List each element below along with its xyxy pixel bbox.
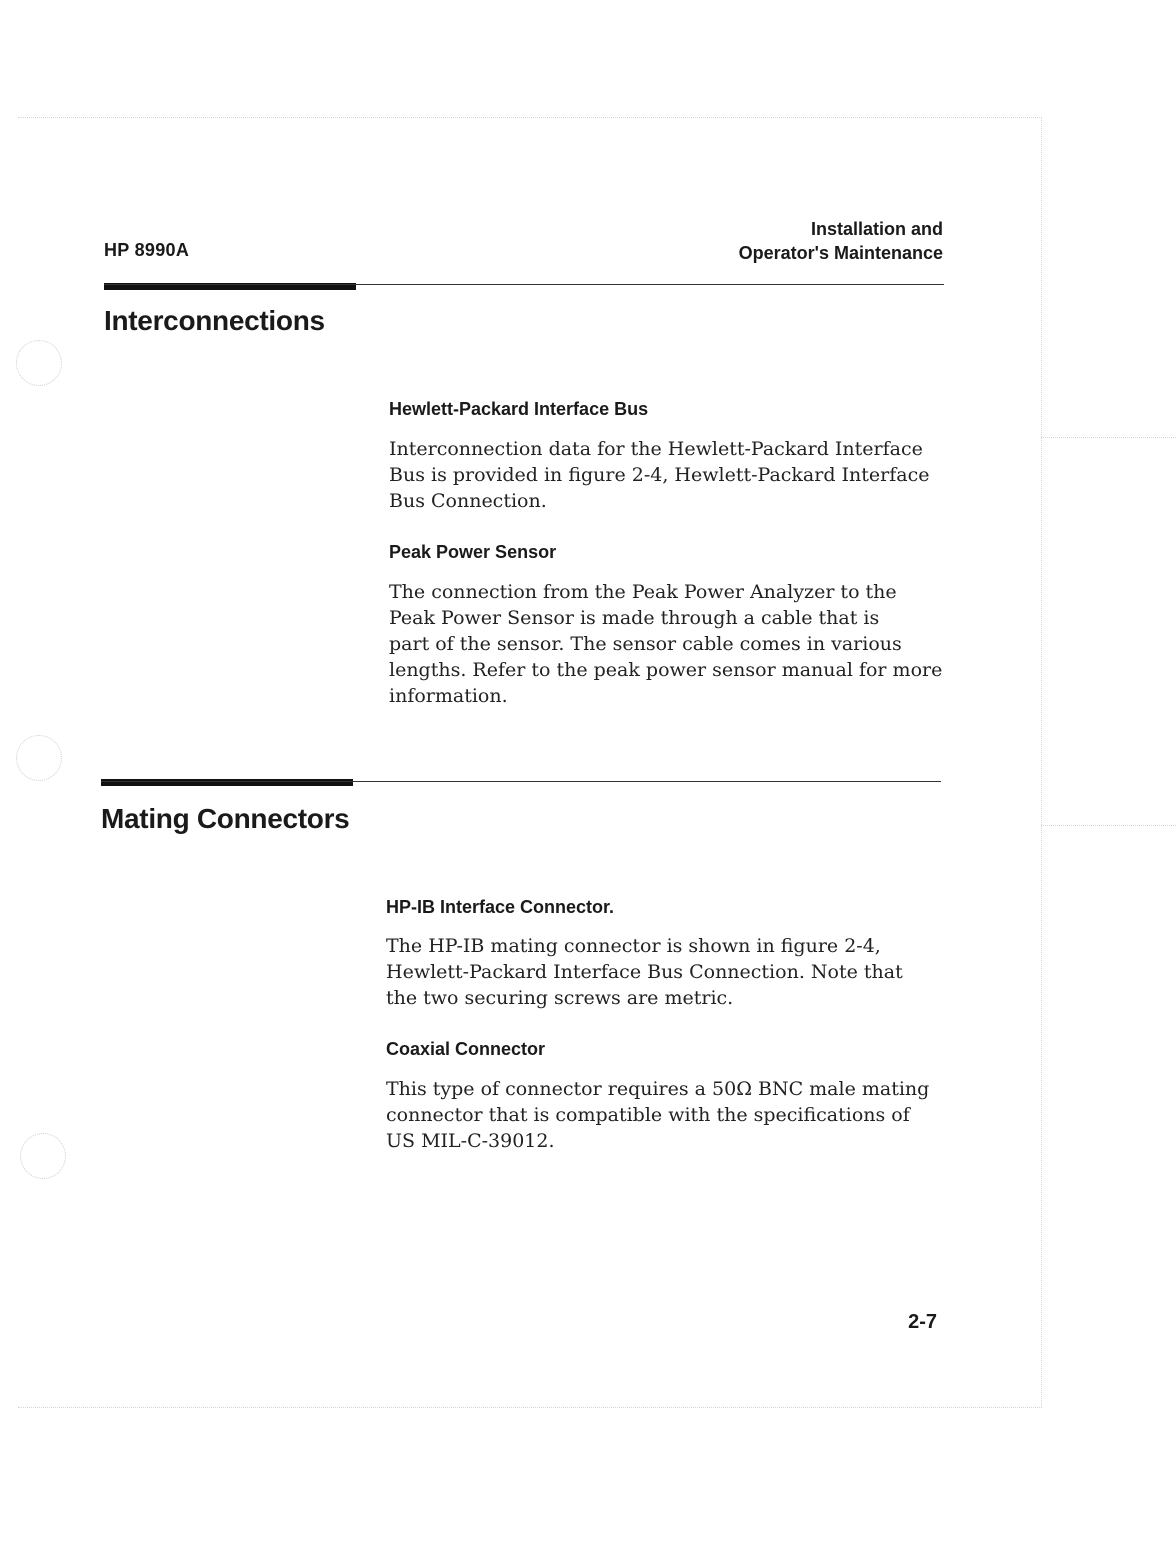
paragraph-line: The HP-IB mating connector is shown in figure 2-4, bbox=[386, 935, 881, 957]
scan-border-bottom bbox=[18, 1407, 1042, 1408]
binder-hole-icon bbox=[20, 1133, 66, 1179]
paragraph-line: Bus Connection. bbox=[389, 490, 547, 512]
paragraph-peak-power-sensor bbox=[389, 579, 942, 709]
binder-hole-icon bbox=[16, 340, 62, 386]
paragraph-hpib-bus bbox=[389, 436, 930, 514]
scan-border-top bbox=[18, 117, 1042, 118]
subsection-title-peak-power-sensor: Peak Power Sensor bbox=[389, 542, 557, 562]
paragraph-line: lengths. Refer to the peak power sensor manual for more bbox=[389, 659, 943, 681]
paragraph-line: Peak Power Sensor is made through a cable that is bbox=[389, 607, 880, 629]
paragraph-coaxial-connector bbox=[386, 1076, 929, 1154]
paragraph-line: the two securing screws are metric. bbox=[386, 987, 734, 1009]
subsection-title-hpib-connector: HP-IB Interface Connector. bbox=[386, 897, 615, 917]
header-chapter bbox=[739, 217, 943, 265]
scan-tab-line-2 bbox=[1041, 825, 1176, 826]
section-title-interconnections: Interconnections bbox=[104, 305, 325, 336]
subsection-title-hpib-bus: Hewlett-Packard Interface Bus bbox=[389, 399, 649, 419]
paragraph-line: Bus is provided in figure 2-4, Hewlett-Packard Interface bbox=[389, 464, 930, 486]
paragraph-line: This type of connector requires a 50Ω BNC male mating bbox=[386, 1078, 930, 1100]
header-chapter-line-2: Operator's Maintenance bbox=[738, 243, 943, 263]
paragraph-line: Hewlett-Packard Interface Bus Connection. Note that bbox=[386, 961, 903, 983]
section-rule bbox=[104, 284, 944, 285]
scan-border-right bbox=[1041, 117, 1042, 1407]
page-number: 2-7 bbox=[908, 1311, 937, 1333]
paragraph-line: connector that is compatible with the specifications of bbox=[386, 1104, 910, 1126]
binder-hole-icon bbox=[16, 735, 62, 781]
paragraph-line: Interconnection data for the Hewlett-Packard Interface bbox=[389, 438, 923, 460]
subsection-title-coaxial-connector: Coaxial Connector bbox=[386, 1039, 546, 1059]
header-chapter-line-1: Installation and bbox=[810, 219, 943, 239]
paragraph-line: part of the sensor. The sensor cable comes in various bbox=[389, 633, 902, 655]
paragraph-line: US MIL-C-39012. bbox=[386, 1130, 555, 1152]
section-rule bbox=[101, 781, 941, 782]
scan-tab-line-1 bbox=[1041, 437, 1176, 438]
header-product: HP 8990A bbox=[104, 240, 190, 260]
section-title-mating-connectors: Mating Connectors bbox=[101, 803, 350, 834]
paragraph-line: information. bbox=[389, 685, 508, 707]
paragraph-line: The connection from the Peak Power Analyzer to the bbox=[389, 581, 897, 603]
paragraph-hpib-connector bbox=[386, 933, 903, 1011]
